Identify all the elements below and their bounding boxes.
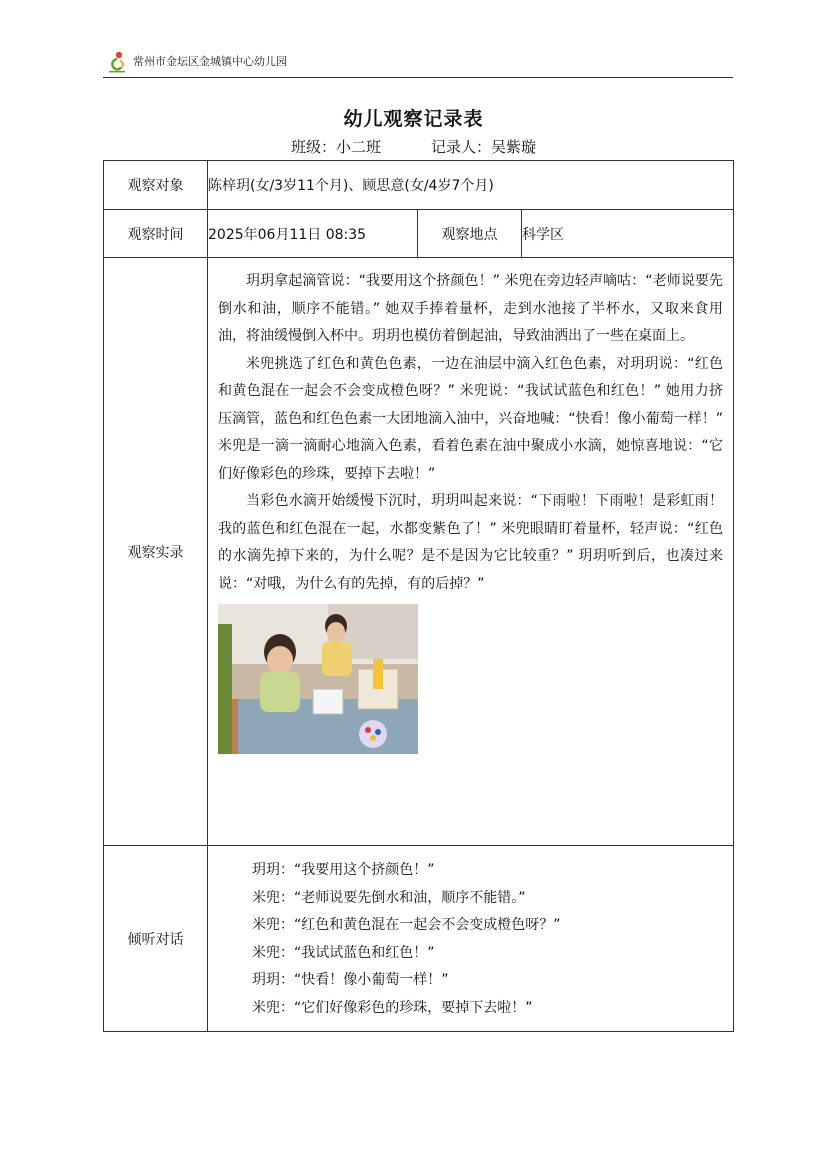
record-label: 观察实录 [104,258,208,846]
dialogue-content [208,846,734,1032]
row-subject [104,161,734,210]
place-label: 观察地点 [418,210,522,258]
row-record [104,258,734,846]
subject-value: 陈梓玥(女/3岁11个月)、顾思意(女/4岁7个月) [208,161,734,210]
record-paragraph: 米兜挑选了红色和黄色色素，一边在油层中滴入红色色素，对玥玥说：“红色和黄色混在一起会不会变成橙色呀？” 米兜说：“我试试蓝色和红色！” 她用力挤压滴管，蓝色和红色色素一大团地滴入油中，兴奋地喊：“快看！像小葡萄一样！” 米兜是一滴一滴耐心地滴入色素，看着色素在油中聚成小水滴，她惊喜地说：“它们好像彩色的珍珠，要掉下去啦！” [218,355,723,482]
subject-label: 观察对象 [104,161,208,210]
dialogue-line: 玥玥：“快看！像小葡萄一样！” [252,972,449,988]
dialogue-line: 米兜：“它们好像彩色的珍珠，要掉下去啦！” [252,999,533,1016]
org-name: 常州市金坛区金城镇中心幼儿园 [133,55,287,68]
class-label: 班级：小二班 [290,138,381,156]
time-value: 2025年06月11日 08:35 [208,210,418,258]
dialogue-line: 米兜：“老师说要先倒水和油，顺序不能错。” [252,889,526,906]
kindergarten-logo-icon [106,50,128,74]
row-time [104,210,734,258]
page-title: 幼儿观察记录表 [343,108,484,130]
place-value: 科学区 [522,210,734,258]
dialogue-line: 米兜：“红色和黄色混在一起会不会变成橙色呀？” [252,917,561,933]
record-content [208,258,734,846]
observation-table [103,160,734,1032]
dialogue-line: 米兜：“我试试蓝色和红色！” [252,944,435,961]
row-dialogue [104,846,734,1032]
recorder-label: 记录人：吴紫璇 [431,138,537,156]
meta-line [0,136,827,157]
record-paragraph: 当彩色水滴开始缓慢下沉时，玥玥叫起来说：“下雨啦！下雨啦！是彩虹雨！我的蓝色和红色混在一起，水都变紫色了！” 米兜眼睛盯着量杯，轻声说：“红色的水滴先掉下来的，为什么呢？是不是因为它比较重？” 玥玥听到后，也凑过来说：“对哦，为什么有的先掉，有的后掉？” [218,493,723,592]
header-divider [103,77,733,78]
time-label: 观察时间 [104,210,208,258]
observation-photo [218,604,418,754]
page-header [103,50,733,78]
dialogue-line: 玥玥：“我要用这个挤颜色！” [252,862,435,878]
record-paragraph: 玥玥拿起滴管说：“我要用这个挤颜色！” 米兜在旁边轻声嘀咕：“老师说要先倒水和油，顺序不能错。” 她双手捧着量杯，走到水池接了半杯水，又取来食用油，将油缓慢倒入杯中。玥玥也模仿着倒起油，导致油洒出了一些在桌面上。 [218,273,723,344]
dialogue-label: 倾听对话 [104,846,208,1032]
